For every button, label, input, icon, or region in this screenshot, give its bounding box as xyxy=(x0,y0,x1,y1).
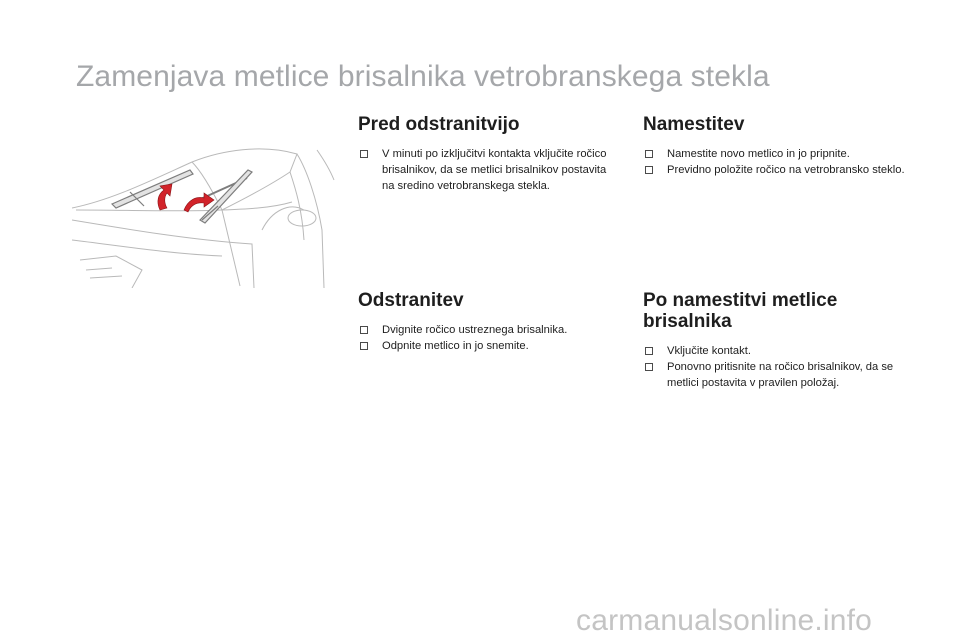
list-item xyxy=(643,146,905,162)
section-pred-odstranitvijo xyxy=(358,114,620,194)
section-heading: Namestitev xyxy=(643,114,745,135)
section-namestitev xyxy=(643,114,905,178)
list-item-text: Dvignite ročico ustreznega brisalnika. xyxy=(382,324,568,336)
section-heading: Odstranitev xyxy=(358,290,464,311)
windscreen-wiper-illustration xyxy=(72,110,336,288)
section-heading: Pred odstranitvijo xyxy=(358,114,520,135)
list-item-text: Vključite kontakt. xyxy=(667,345,751,357)
list-item-text: V minuti po izključitvi kontakta vključite ročico brisalnikov, da se metlici brisalnikov postavita na sredino vetrobranskega stekla. xyxy=(382,148,607,192)
checkbox-bullet-icon xyxy=(645,347,653,355)
section-po-namestitvi xyxy=(643,290,905,391)
wiper-arms-graphic xyxy=(112,170,252,223)
instruction-list xyxy=(643,146,905,178)
list-item-text: Namestite novo metlico in jo pripnite. xyxy=(667,148,850,160)
checkbox-bullet-icon xyxy=(645,166,653,174)
checkbox-bullet-icon xyxy=(360,342,368,350)
list-item xyxy=(643,359,905,391)
instruction-list xyxy=(643,343,905,391)
lift-arrow-icon xyxy=(158,184,214,212)
checkbox-bullet-icon xyxy=(645,150,653,158)
list-item xyxy=(358,146,620,194)
checkbox-bullet-icon xyxy=(360,150,368,158)
list-item-text: Odpnite metlico in jo snemite. xyxy=(382,340,529,352)
list-item-text: Ponovno pritisnite na ročico brisalnikov, da se metlici postavita v pravilen položaj. xyxy=(667,361,894,389)
section-odstranitev xyxy=(358,290,620,354)
list-item xyxy=(643,162,905,178)
checkbox-bullet-icon xyxy=(360,326,368,334)
watermark-link[interactable]: carmanualsonline.info xyxy=(576,604,873,637)
page-title: Zamenjava metlice brisalnika vetrobranskega stekla xyxy=(76,60,770,93)
section-heading: Po namestitvi metlice brisalnika xyxy=(643,290,838,332)
checkbox-bullet-icon xyxy=(645,363,653,371)
list-item xyxy=(643,343,905,359)
list-item-text: Previdno položite ročico na vetrobransko steklo. xyxy=(667,164,905,176)
list-item xyxy=(358,322,620,338)
instruction-list xyxy=(358,146,620,194)
list-item xyxy=(358,338,620,354)
instruction-list xyxy=(358,322,620,354)
